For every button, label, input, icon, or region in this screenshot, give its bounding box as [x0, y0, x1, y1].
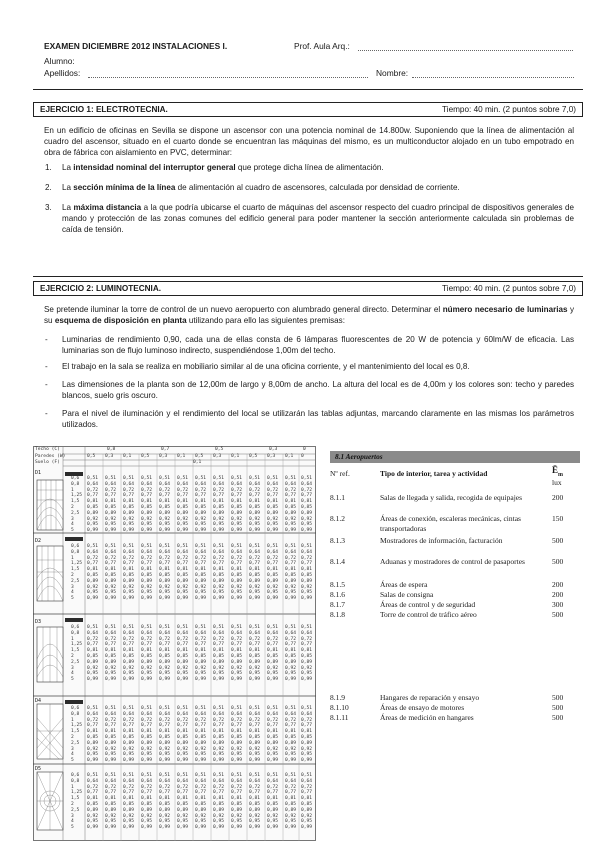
reference-section-header: 8.1 Aeropuertos: [330, 451, 580, 463]
exercise2-time: Tiempo: 40 min. (2 puntos sobre 7,0): [442, 284, 576, 293]
utilization-value-column: 0,51 0,64 0,72 0,77 0,81 0,85 0,89 0,92 0,95 0,99: [177, 544, 189, 602]
utilization-value-column: 0,51 0,64 0,72 0,77 0,81 0,85 0,89 0,92 0,95 0,99: [141, 706, 153, 764]
utilization-value-column: 0,51 0,64 0,72 0,77 0,81 0,85 0,89 0,92 0,95 0,99: [249, 773, 261, 831]
utilization-value-column: 0,51 0,64 0,72 0,77 0,81 0,85 0,89 0,92 0,95 0,99: [141, 625, 153, 683]
exercise2-title: EJERCICIO 2: LUMINOTECNIA.: [40, 284, 162, 293]
name-label: Nombre:: [376, 68, 409, 78]
col-task-header: Tipo de interior, tarea y actividad: [380, 469, 488, 478]
utilization-value-column: 0,51 0,64 0,72 0,77 0,81 0,85 0,89 0,92 0,95 0,99: [195, 625, 207, 683]
utilization-value-column: 0,51 0,64 0,72 0,77 0,81 0,85 0,89 0,92 0,95 0,99: [267, 773, 279, 831]
wall-value-header: 0,5: [249, 454, 258, 459]
utilization-value-column: 0,51 0,64 0,72 0,77 0,81 0,85 0,89 0,92 0,95 0,99: [141, 544, 153, 602]
utilization-value-column: 0,51 0,64 0,72 0,77 0,81 0,85 0,89 0,92 0,95 0,99: [195, 476, 207, 534]
header-divider: [33, 89, 583, 90]
header-floor-label: Suelo (F): [35, 460, 60, 465]
col-ref-header: Nº ref.: [330, 469, 350, 478]
header-wall-label: Paredes (W): [35, 454, 66, 459]
exercise1-title: EJERCICIO 1: ELECTROTECNIA.: [40, 105, 168, 114]
utilization-value-column: 0,51 0,64 0,72 0,77 0,81 0,85 0,89 0,92 0,95 0,99: [177, 625, 189, 683]
k-header-bar-2: [65, 537, 83, 541]
k-index-column: 0,6 0,8 1 1,25 1,5 2 2,5 3 4 5: [71, 476, 83, 534]
header-ceiling-label: Techo (C): [35, 447, 60, 452]
utilization-value-column: 0,51 0,64 0,72 0,77 0,81 0,85 0,89 0,92 0,95 0,99: [87, 625, 99, 683]
utilization-value-column: 0,51 0,64 0,72 0,77 0,81 0,85 0,89 0,92 0,95 0,99: [231, 706, 243, 764]
exercise2-header: [33, 281, 583, 296]
utilization-value-column: 0,51 0,64 0,72 0,77 0,81 0,85 0,89 0,92 0,95 0,99: [213, 544, 225, 602]
wall-value-header: 0,3: [213, 454, 222, 459]
surname-field[interactable]: [88, 77, 368, 78]
utilization-value-column: 0,51 0,64 0,72 0,77 0,81 0,85 0,89 0,92 0,95 0,99: [177, 706, 189, 764]
exercise1-question-1: 1. La intensidad nominal del interruptor general que protege dicha línea de alimentación.: [45, 163, 384, 172]
utilization-value-column: 0,51 0,64 0,72 0,77 0,81 0,85 0,89 0,92 0,95 0,99: [231, 476, 243, 534]
room-diagram-d1: D1: [33, 470, 69, 540]
utilization-value-column: 0,51 0,64 0,72 0,77 0,81 0,85 0,89 0,92 0,95 0,99: [231, 773, 243, 831]
utilization-value-column: 0,51 0,64 0,72 0,77 0,81 0,85 0,89 0,92 0,95 0,99: [105, 544, 117, 602]
professor-label: Prof. Aula Arq.:: [294, 41, 350, 51]
wall-value-header: 0,5: [141, 454, 150, 459]
utilization-value-column: 0,51 0,64 0,72 0,77 0,81 0,85 0,89 0,92 0,95 0,99: [285, 476, 297, 534]
utilization-value-column: 0,51 0,64 0,72 0,77 0,81 0,85 0,89 0,92 0,95 0,99: [249, 625, 261, 683]
k-index-column: 0,6 0,8 1 1,25 1,5 2 2,5 3 4 5: [71, 706, 83, 764]
exercise1-question-2: 2. La sección mínima de la línea de alimentación al cuadro de ascensores, calculada por densidad de corriente.: [45, 183, 460, 192]
col-em-header: $Ē_m$: [552, 465, 564, 478]
room-diagram-d3: D3: [33, 619, 69, 689]
utilization-value-column: 0,51 0,64 0,72 0,77 0,81 0,85 0,89 0,92 0,95 0,99: [285, 706, 297, 764]
exercise2-bullet-2: - El trabajo en la sala se realiza en mobiliario similar al de una oficina corriente, y el mantenimiento del local es 0,8.: [45, 362, 470, 371]
utilization-value-column: 0,51 0,64 0,72 0,77 0,81 0,85 0,89 0,92 0,95 0,99: [141, 773, 153, 831]
name-field[interactable]: [412, 77, 574, 78]
exercise2-bullet-3: - Las dimensiones de la planta son de 12,00m de largo y 8,00m de ancho. La altura del local es de 4,00m y los colores son: techo y paredes blancos, suelo gris oscuro.: [45, 380, 574, 400]
utilization-value-column: 0,51 0,64 0,72 0,77 0,81 0,85 0,89 0,92 0,95 0,99: [267, 544, 279, 602]
student-label: Alumno:: [44, 56, 75, 66]
wall-value-header: 0,3: [267, 454, 276, 459]
utilization-value-column: 0,51 0,64 0,72 0,77 0,81 0,85 0,89 0,92 0,95 0,99: [105, 706, 117, 764]
utilization-value-column: 0,51 0,64 0,72 0,77 0,81 0,85 0,89 0,92 0,95 0,99: [213, 706, 225, 764]
utilization-value-column: 0,51 0,64 0,72 0,77 0,81 0,85 0,89 0,92 0,95 0,99: [159, 476, 171, 534]
utilization-value-column: 0,51 0,64 0,72 0,77 0,81 0,85 0,89 0,92 0,95 0,99: [301, 773, 313, 831]
k-index-column: 0,6 0,8 1 1,25 1,5 2 2,5 3 4 5: [71, 773, 83, 831]
utilization-value-column: 0,51 0,64 0,72 0,77 0,81 0,85 0,89 0,92 0,95 0,99: [301, 544, 313, 602]
exercise1-header: [33, 102, 583, 117]
utilization-value-column: 0,51 0,64 0,72 0,77 0,81 0,85 0,89 0,92 0,95 0,99: [285, 773, 297, 831]
surname-label: Apellidos:: [44, 68, 81, 78]
exam-page: EXAMEN DICIEMBRE 2012 INSTALACIONES I. Prof. Aula Arq.: Alumno: Apellidos: Nombre: EJERCICIO 1: ELECTROTECNIA. Tiempo: 40 min. (2 puntos sobre 7,0) En un edificio de oficinas en Sevilla se dispone un ascensor con una potencia nominal de 14.800w. Suponiendo que la línea de alimentación al cuadro del ascensor, situado en el cuarto donde se encuentran las máquinas del mismo, es un multiconductor alojado en un tubo empotrado en obra de fábrica con aislamiento en PVC, determinar: 1. La intensidad nominal del interruptor general que protege dicha línea de alimentación. 2. La sección mínima de la línea de alimentación al cuadro de ascensores, calculada por densidad de corriente. 3. La máxima distancia a la que podría ubicarse el cuarto de máquinas del ascensor respecto del cuadro principal de dispositivos generales de mando y protección de las zonas comunes del edificio general para poder mantener la sección anteriormente calculada sin problemas de caída de tensión. EJERCICIO 2: LUMINOTECNIA. Tiempo: 40 min. (2 puntos sobre 7,0) Se pretende iluminar la torre de control de un nuevo aeropuerto con alumbrado general directo. Determinar el número necesario de luminarias y su esquema de disposición en planta utilizando para ello las siguientes premisas: - Luminarias de rendimiento 0,90, cada una de ellas consta de 6 lámparas fluorescentes de 20 W de potencia y 60lm/W de eficacia. Las luminarias son de flujo luminoso indirecto, suspendiéndose 1,00m del techo. - El trabajo en la sala se realiza en mobiliario similar al de una oficina corriente, y el mantenimiento del local es 0,8. - Las dimensiones de la planta son de 12,00m de largo y 8,00m de ancho. La altura del local es de 4,00m y los colores son: techo y paredes blancos, suelo gris oscuro. - Para el nivel de iluminación y el rendimiento del local se utilizarán las tablas adjuntas, marcando claramente en las mismas los parámetros utilizados. Techo (C) Paredes (W) Suelo (F) 0,8 0,7 0,5 0,3 0 0,1 D1 D2 D3 D4 D5 0,5 0,3 0,1 0,5 0,3 0,1 0,5 0,3 0,1 0,5 0,3 0,1 0 0,6 0,8 1 1,25 1,5 2 2,5 3 4 5 0,51 0,64 0,72 0,77 0,81 0,85 0,89 0,92 0,95 0,99 0,51 0,64 0,72 0,77 0,81 0,85 0,89 0,92 0,95 0,99 0,51 0,64 0,72 0,77 0,81 0,85 0,89 0,92 0,95 0,99 0,51 0,64 0,72 0,77 0,81 0,85 0,89 0,92 0,95 0,99 0,51 0,64 0,72 0,77 0,81 0,85 0,89 0,92 0,95 0,99 0,51 0,64 0,72 0,77 0,81 0,85 0,89 0,92 0,95 0,99 0,51 0,64 0,72 0,77 0,81 0,85 0,89 0,92 0,95 0,99 0,51 0,64 0,72 0,77 0,81 0,85 0,89 0,92 0,95 0,99 0,51 0,64 0,72 0,77 0,81 0,85 0,89 0,92 0,95 0,99 0,51 0,64 0,72 0,77 0,81 0,85 0,89 0,92 0,95 0,99 0,51 0,64 0,72 0,77 0,81 0,85 0,89 0,92 0,95 0,99 0,51 0,64 0,72 0,77 0,81 0,85 0,89 0,92 0,95 0,99 0,51 0,64 0,72 0,77 0,81 0,85 0,89 0,92 0,95 0,99 0,6 0,8 1 1,25 1,5 2 2,5 3 4 5 0,51 0,64 0,72 0,77 0,81 0,85 0,89 0,92 0,95 0,99 0,51 0,64 0,72 0,77 0,81 0,85 0,89 0,92 0,95 0,99 0,51 0,64 0,72 0,77 0,81 0,85 0,89 0,92 0,95 0,99 0,51 0,64 0,72 0,77 0,81 0,85 0,89 0,92 0,95 0,99 0,51 0,64 0,72 0,77 0,81 0,85 0,89 0,92 0,95 0,99 0,51 0,64 0,72 0,77 0,81 0,85 0,89 0,92 0,95 0,99 0,51 0,64 0,72 0,77 0,81 0,85 0,89 0,92 0,95 0,99 0,51 0,64 0,72 0,77 0,81 0,85 0,89 0,92 0,95 0,99 0,51 0,64 0,72 0,77 0,81 0,85 0,89 0,92 0,95 0,99 0,51 0,64 0,72 0,77 0,81 0,85 0,89 0,92 0,95 0,99 0,51 0,64 0,72 0,77 0,81 0,85 0,89 0,92 0,95 0,99 0,51 0,64 0,72 0,77 0,81 0,85 0,89 0,92 0,95 0,99 0,51 0,64 0,72 0,77 0,81 0,85 0,89 0,92 0,95 0,99 0,6 0,8 1 1,25 1,5 2 2,5 3 4 5 0,51 0,64 0,72 0,77 0,81 0,85 0,89 0,92 0,95 0,99 0,51 0,64 0,72 0,77 0,81 0,85 0,89 0,92 0,95 0,99 0,51 0,64 0,72 0,77 0,81 0,85 0,89 0,92 0,95 0,99 0,51 0,64 0,72 0,77 0,81 0,85 0,89 0,92 0,95 0,99 0,51 0,64 0,72 0,77 0,81 0,85 0,89 0,92 0,95 0,99 0,51 0,64 0,72 0,77 0,81 0,85 0,89 0,92 0,95 0,99 0,51 0,64 0,72 0,77 0,81 0,85 0,89 0,92 0,95 0,99 0,51 0,64 0,72 0,77 0,81 0,85 0,89 0,92 0,95 0,99 0,51 0,64 0,72 0,77 0,81 0,85 0,89 0,92 0,95 0,99 0,51 0,64 0,72 0,77 0,81 0,85 0,89 0,92 0,95 0,99 0,51 0,64 0,72 0,77 0,81 0,85 0,89 0,92 0,95 0,99 0,51 0,64 0,72 0,77 0,81 0,85 0,89 0,92 0,95 0,99 0,51 0,64 0,72 0,77 0,81 0,85 0,89 0,92 0,95 0,99 0,6 0,8 1 1,25 1,5 2 2,5 3 4 5 0,51 0,64 0,72 0,77 0,81 0,85 0,89 0,92 0,95 0,99 0,51 0,64 0,72 0,77 0,81 0,85 0,89 0,92 0,95 0,99 0,51 0,64 0,72 0,77 0,81 0,85 0,89 0,92 0,95 0,99 0,51 0,64 0,72 0,77 0,81 0,85 0,89 0,92 0,95 0,99 0,51 0,64 0,72 0,77 0,81 0,85 0,89 0,92 0,95 0,99 0,51 0,64 0,72 0,77 0,81 0,85 0,89 0,92 0,95 0,99 0,51 0,64 0,72 0,77 0,81 0,85 0,89 0,92 0,95 0,99 0,51 0,64 0,72 0,77 0,81 0,85 0,89 0,92 0,95 0,99 0,51 0,64 0,72 0,77 0,81 0,85 0,89 0,92 0,95 0,99 0,51 0,64 0,72 0,77 0,81 0,85 0,89 0,92 0,95 0,99 0,51 0,64 0,72 0,77 0,81 0,85 0,89 0,92 0,95 0,99 0,51 0,64 0,72 0,77 0,81 0,85 0,89 0,92 0,95 0,99 0,51 0,64 0,72 0,77 0,81 0,85 0,89 0,92 0,95 0,99 0,6 0,8 1 1,25 1,5 2 2,5 3 4 5 0,51 0,64 0,72 0,77 0,81 0,85 0,89 0,92 0,95 0,99 0,51 0,64 0,72 0,77 0,81 0,85 0,89 0,92 0,95 0,99 0,51 0,64 0,72 0,77 0,81 0,85 0,89 0,92 0,95 0,99 0,51 0,64 0,72 0,77 0,81 0,85 0,89 0,92 0,95 0,99 0,51 0,64 0,72 0,77 0,81 0,85 0,89 0,92 0,95 0,99 0,51 0,64 0,72 0,77 0,81 0,85 0,89 0,92 0,95 0,99 0,51 0,64 0,72 0,77 0,81 0,85 0,89 0,92 0,95 0,99 0,51 0,64 0,72 0,77 0,81 0,85 0,89 0,92 0,95 0,99 0,51 0,64 0,72 0,77 0,81 0,85 0,89 0,92 0,95 0,99 0,51 0,64 0,72 0,77 0,81 0,85 0,89 0,92 0,95 0,99 0,51 0,64 0,72 0,77 0,81 0,85 0,89 0,92 0,95 0,99 0,51 0,64 0,72 0,77 0,81 0,85 0,89 0,92 0,95 0,99 0,51 0,64 0,72 0,77 0,81 0,85 0,89 0,92 0,95 0,99 8.1 Aeropuertos Nº ref. Tipo de interior, tarea y actividad $Ē_m$ lux 8.1.1 Salas de llegada y salida, recogida de equipajes 200 8.1.2 Áreas de conexión, escaleras mecánicas, cintas transportadoras 150 8.1.3 Mostradores de información, facturación 500 8.1.4 Aduanas y mostradores de control de pasaportes 500 8.1.5 Áreas de espera 200 8.1.6 Salas de consigna 200 8.1.7 Áreas de control y de seguridad 300 8.1.8 Torre de control de tráfico aéreo 500 8.1.9 Hangares de reparación y ensayo 500 8.1.10 Áreas de ensayo de motores 500 8.1.11 Áreas de medición en hangares 500: [0, 0, 615, 848]
wall-value-header: 0,3: [159, 454, 168, 459]
utilization-value-column: 0,51 0,64 0,72 0,77 0,81 0,85 0,89 0,92 0,95 0,99: [87, 544, 99, 602]
utilization-value-column: 0,51 0,64 0,72 0,77 0,81 0,85 0,89 0,92 0,95 0,99: [267, 625, 279, 683]
utilization-value-column: 0,51 0,64 0,72 0,77 0,81 0,85 0,89 0,92 0,95 0,99: [195, 544, 207, 602]
utilization-value-column: 0,51 0,64 0,72 0,77 0,81 0,85 0,89 0,92 0,95 0,99: [267, 476, 279, 534]
exercise1-question-3: 3. La máxima distancia a la que podría ubicarse el cuarto de máquinas del ascensor respecto del cuadro principal de dispositivos generales de mando y protección de las zonas comunes del edificio general para poder mantener la sección anteriormente calculada sin problemas de caída de tensión.: [45, 203, 575, 234]
utilization-value-column: 0,51 0,64 0,72 0,77 0,81 0,85 0,89 0,92 0,95 0,99: [249, 476, 261, 534]
section-divider: [33, 276, 583, 277]
utilization-value-column: 0,51 0,64 0,72 0,77 0,81 0,85 0,89 0,92 0,95 0,99: [123, 773, 135, 831]
utilization-value-column: 0,51 0,64 0,72 0,77 0,81 0,85 0,89 0,92 0,95 0,99: [249, 544, 261, 602]
utilization-value-column: 0,51 0,64 0,72 0,77 0,81 0,85 0,89 0,92 0,95 0,99: [87, 773, 99, 831]
room-diagram-d2: D2: [33, 538, 69, 608]
col-em-unit: lux: [552, 478, 562, 487]
utilization-value-column: 0,51 0,64 0,72 0,77 0,81 0,85 0,89 0,92 0,95 0,99: [285, 625, 297, 683]
utilization-value-column: 0,51 0,64 0,72 0,77 0,81 0,85 0,89 0,92 0,95 0,99: [301, 625, 313, 683]
wall-value-header: 0,5: [87, 454, 96, 459]
utilization-value-column: 0,51 0,64 0,72 0,77 0,81 0,85 0,89 0,92 0,95 0,99: [159, 544, 171, 602]
utilization-value-column: 0,51 0,64 0,72 0,77 0,81 0,85 0,89 0,92 0,95 0,99: [231, 625, 243, 683]
utilization-factor-table: Techo (C) Paredes (W) Suelo (F) 0,8 0,7 0,5 0,3 0 0,1 D1 D2 D3 D4 D5 0,5 0,3 0,1 0,5 0,3 0,1 0,5 0,3 0,1 0,5 0,3 0,1 0 0,6 0,8 1 1,25 1,5 2 2,5 3 4 5 0,51 0,64 0,72 0,77 0,81 0,85 0,89 0,92 0,95 0,99 0,51 0,64 0,72 0,77 0,81 0,85 0,89 0,92 0,95 0,99 0,51 0,64 0,72 0,77 0,81 0,85 0,89 0,92 0,95 0,99 0,51 0,64 0,72 0,77 0,81 0,85 0,89 0,92 0,95 0,99 0,51 0,64 0,72 0,77 0,81 0,85 0,89 0,92 0,95 0,99 0,51 0,64 0,72 0,77 0,81 0,85 0,89 0,92 0,95 0,99 0,51 0,64 0,72 0,77 0,81 0,85 0,89 0,92 0,95 0,99 0,51 0,64 0,72 0,77 0,81 0,85 0,89 0,92 0,95 0,99 0,51 0,64 0,72 0,77 0,81 0,85 0,89 0,92 0,95 0,99 0,51 0,64 0,72 0,77 0,81 0,85 0,89 0,92 0,95 0,99 0,51 0,64 0,72 0,77 0,81 0,85 0,89 0,92 0,95 0,99 0,51 0,64 0,72 0,77 0,81 0,85 0,89 0,92 0,95 0,99 0,51 0,64 0,72 0,77 0,81 0,85 0,89 0,92 0,95 0,99 0,6 0,8 1 1,25 1,5 2 2,5 3 4 5 0,51 0,64 0,72 0,77 0,81 0,85 0,89 0,92 0,95 0,99 0,51 0,64 0,72 0,77 0,81 0,85 0,89 0,92 0,95 0,99 0,51 0,64 0,72 0,77 0,81 0,85 0,89 0,92 0,95 0,99 0,51 0,64 0,72 0,77 0,81 0,85 0,89 0,92 0,95 0,99 0,51 0,64 0,72 0,77 0,81 0,85 0,89 0,92 0,95 0,99 0,51 0,64 0,72 0,77 0,81 0,85 0,89 0,92 0,95 0,99 0,51 0,64 0,72 0,77 0,81 0,85 0,89 0,92 0,95 0,99 0,51 0,64 0,72 0,77 0,81 0,85 0,89 0,92 0,95 0,99 0,51 0,64 0,72 0,77 0,81 0,85 0,89 0,92 0,95 0,99 0,51 0,64 0,72 0,77 0,81 0,85 0,89 0,92 0,95 0,99 0,51 0,64 0,72 0,77 0,81 0,85 0,89 0,92 0,95 0,99 0,51 0,64 0,72 0,77 0,81 0,85 0,89 0,92 0,95 0,99 0,51 0,64 0,72 0,77 0,81 0,85 0,89 0,92 0,95 0,99 0,6 0,8 1 1,25 1,5 2 2,5 3 4 5 0,51 0,64 0,72 0,77 0,81 0,85 0,89 0,92 0,95 0,99 0,51 0,64 0,72 0,77 0,81 0,85 0,89 0,92 0,95 0,99 0,51 0,64 0,72 0,77 0,81 0,85 0,89 0,92 0,95 0,99 0,51 0,64 0,72 0,77 0,81 0,85 0,89 0,92 0,95 0,99 0,51 0,64 0,72 0,77 0,81 0,85 0,89 0,92 0,95 0,99 0,51 0,64 0,72 0,77 0,81 0,85 0,89 0,92 0,95 0,99 0,51 0,64 0,72 0,77 0,81 0,85 0,89 0,92 0,95 0,99 0,51 0,64 0,72 0,77 0,81 0,85 0,89 0,92 0,95 0,99 0,51 0,64 0,72 0,77 0,81 0,85 0,89 0,92 0,95 0,99 0,51 0,64 0,72 0,77 0,81 0,85 0,89 0,92 0,95 0,99 0,51 0,64 0,72 0,77 0,81 0,85 0,89 0,92 0,95 0,99 0,51 0,64 0,72 0,77 0,81 0,85 0,89 0,92 0,95 0,99 0,51 0,64 0,72 0,77 0,81 0,85 0,89 0,92 0,95 0,99 0,6 0,8 1 1,25 1,5 2 2,5 3 4 5 0,51 0,64 0,72 0,77 0,81 0,85 0,89 0,92 0,95 0,99 0,51 0,64 0,72 0,77 0,81 0,85 0,89 0,92 0,95 0,99 0,51 0,64 0,72 0,77 0,81 0,85 0,89 0,92 0,95 0,99 0,51 0,64 0,72 0,77 0,81 0,85 0,89 0,92 0,95 0,99 0,51 0,64 0,72 0,77 0,81 0,85 0,89 0,92 0,95 0,99 0,51 0,64 0,72 0,77 0,81 0,85 0,89 0,92 0,95 0,99 0,51 0,64 0,72 0,77 0,81 0,85 0,89 0,92 0,95 0,99 0,51 0,64 0,72 0,77 0,81 0,85 0,89 0,92 0,95 0,99 0,51 0,64 0,72 0,77 0,81 0,85 0,89 0,92 0,95 0,99 0,51 0,64 0,72 0,77 0,81 0,85 0,89 0,92 0,95 0,99 0,51 0,64 0,72 0,77 0,81 0,85 0,89 0,92 0,95 0,99 0,51 0,64 0,72 0,77 0,81 0,85 0,89 0,92 0,95 0,99 0,51 0,64 0,72 0,77 0,81 0,85 0,89 0,92 0,95 0,99 0,6 0,8 1 1,25 1,5 2 2,5 3 4 5 0,51 0,64 0,72 0,77 0,81 0,85 0,89 0,92 0,95 0,99 0,51 0,64 0,72 0,77 0,81 0,85 0,89 0,92 0,95 0,99 0,51 0,64 0,72 0,77 0,81 0,85 0,89 0,92 0,95 0,99 0,51 0,64 0,72 0,77 0,81 0,85 0,89 0,92 0,95 0,99 0,51 0,64 0,72 0,77 0,81 0,85 0,89 0,92 0,95 0,99 0,51 0,64 0,72 0,77 0,81 0,85 0,89 0,92 0,95 0,99 0,51 0,64 0,72 0,77 0,81 0,85 0,89 0,92 0,95 0,99 0,51 0,64 0,72 0,77 0,81 0,85 0,89 0,92 0,95 0,99 0,51 0,64 0,72 0,77 0,81 0,85 0,89 0,92 0,95 0,99 0,51 0,64 0,72 0,77 0,81 0,85 0,89 0,92 0,95 0,99 0,51 0,64 0,72 0,77 0,81 0,85 0,89 0,92 0,95 0,99 0,51 0,64 0,72 0,77 0,81 0,85 0,89 0,92 0,95 0,99 0,51 0,64 0,72 0,77 0,81 0,85 0,89 0,92 0,95 0,99: [33, 446, 316, 841]
wall-value-header: 0,1: [231, 454, 240, 459]
utilization-value-column: 0,51 0,64 0,72 0,77 0,81 0,85 0,89 0,92 0,95 0,99: [285, 544, 297, 602]
utilization-value-column: 0,51 0,64 0,72 0,77 0,81 0,85 0,89 0,92 0,95 0,99: [141, 476, 153, 534]
k-header-bar-3: [65, 618, 83, 622]
wall-value-header: 0,1: [123, 454, 132, 459]
exercise2-bullet-4: - Para el nivel de iluminación y el rendimiento del local se utilizarán las tablas adjuntas, marcando claramente en las mismas los parámetros utilizados.: [45, 409, 574, 429]
utilization-value-column: 0,51 0,64 0,72 0,77 0,81 0,85 0,89 0,92 0,95 0,99: [87, 706, 99, 764]
utilization-value-column: 0,51 0,64 0,72 0,77 0,81 0,85 0,89 0,92 0,95 0,99: [213, 625, 225, 683]
wall-value-header: 0: [301, 454, 304, 459]
wall-value-header: 0,1: [285, 454, 294, 459]
utilization-value-column: 0,51 0,64 0,72 0,77 0,81 0,85 0,89 0,92 0,95 0,99: [301, 706, 313, 764]
utilization-value-column: 0,51 0,64 0,72 0,77 0,81 0,85 0,89 0,92 0,95 0,99: [87, 476, 99, 534]
utilization-value-column: 0,51 0,64 0,72 0,77 0,81 0,85 0,89 0,92 0,95 0,99: [249, 706, 261, 764]
professor-field[interactable]: [358, 50, 573, 51]
k-header-bar-4: [65, 700, 83, 704]
utilization-value-column: 0,51 0,64 0,72 0,77 0,81 0,85 0,89 0,92 0,95 0,99: [267, 706, 279, 764]
wall-value-header: 0,5: [195, 454, 204, 459]
utilization-value-column: 0,51 0,64 0,72 0,77 0,81 0,85 0,89 0,92 0,95 0,99: [177, 773, 189, 831]
utilization-value-column: 0,51 0,64 0,72 0,77 0,81 0,85 0,89 0,92 0,95 0,99: [159, 706, 171, 764]
room-diagram-d5: D5: [33, 766, 69, 836]
utilization-value-column: 0,51 0,64 0,72 0,77 0,81 0,85 0,89 0,92 0,95 0,99: [213, 476, 225, 534]
utilization-value-column: 0,51 0,64 0,72 0,77 0,81 0,85 0,89 0,92 0,95 0,99: [213, 773, 225, 831]
utilization-value-column: 0,51 0,64 0,72 0,77 0,81 0,85 0,89 0,92 0,95 0,99: [177, 476, 189, 534]
utilization-value-column: 0,51 0,64 0,72 0,77 0,81 0,85 0,89 0,92 0,95 0,99: [123, 625, 135, 683]
exercise1-time: Tiempo: 40 min. (2 puntos sobre 7,0): [442, 105, 576, 114]
wall-value-header: 0,1: [177, 454, 186, 459]
utilization-value-column: 0,51 0,64 0,72 0,77 0,81 0,85 0,89 0,92 0,95 0,99: [159, 625, 171, 683]
exercise2-intro: Se pretende iluminar la torre de control de un nuevo aeropuerto con alumbrado general directo. Determinar el número necesario de luminarias y su esquema de disposición en planta utilizando para ello las siguientes premisas:: [44, 305, 574, 325]
utilization-value-column: 0,51 0,64 0,72 0,77 0,81 0,85 0,89 0,92 0,95 0,99: [105, 476, 117, 534]
utilization-value-column: 0,51 0,64 0,72 0,77 0,81 0,85 0,89 0,92 0,95 0,99: [123, 544, 135, 602]
exam-title: EXAMEN DICIEMBRE 2012 INSTALACIONES I.: [44, 41, 228, 51]
utilization-value-column: 0,51 0,64 0,72 0,77 0,81 0,85 0,89 0,92 0,95 0,99: [301, 476, 313, 534]
exercise2-bullet-1: - Luminarias de rendimiento 0,90, cada una de ellas consta de 6 lámparas fluorescentes de 20 W de potencia y 60lm/W de eficacia. Las luminarias son de flujo luminoso indirecto, suspendiéndose 1,00m del techo.: [45, 335, 574, 355]
k-index-column: 0,6 0,8 1 1,25 1,5 2 2,5 3 4 5: [71, 544, 83, 602]
utilization-value-column: 0,51 0,64 0,72 0,77 0,81 0,85 0,89 0,92 0,95 0,99: [105, 625, 117, 683]
exercise1-intro: En un edificio de oficinas en Sevilla se dispone un ascensor con una potencia nominal de 14.800w. Suponiendo que la línea de alimentación al cuadro del ascensor, situado en el cuarto donde se encuentran las máquinas del mismo, es un multiconductor alojado en un tubo empotrado en obra de fábrica con aislamiento en PVC, determinar:: [44, 126, 574, 157]
utilization-value-column: 0,51 0,64 0,72 0,77 0,81 0,85 0,89 0,92 0,95 0,99: [123, 476, 135, 534]
utilization-value-column: 0,51 0,64 0,72 0,77 0,81 0,85 0,89 0,92 0,95 0,99: [159, 773, 171, 831]
k-index-column: 0,6 0,8 1 1,25 1,5 2 2,5 3 4 5: [71, 625, 83, 683]
utilization-value-column: 0,51 0,64 0,72 0,77 0,81 0,85 0,89 0,92 0,95 0,99: [105, 773, 117, 831]
utilization-value-column: 0,51 0,64 0,72 0,77 0,81 0,85 0,89 0,92 0,95 0,99: [195, 706, 207, 764]
room-diagram-d4: D4: [33, 698, 69, 768]
utilization-value-column: 0,51 0,64 0,72 0,77 0,81 0,85 0,89 0,92 0,95 0,99: [195, 773, 207, 831]
utilization-value-column: 0,51 0,64 0,72 0,77 0,81 0,85 0,89 0,92 0,95 0,99: [231, 544, 243, 602]
wall-value-header: 0,3: [105, 454, 114, 459]
utilization-value-column: 0,51 0,64 0,72 0,77 0,81 0,85 0,89 0,92 0,95 0,99: [123, 706, 135, 764]
